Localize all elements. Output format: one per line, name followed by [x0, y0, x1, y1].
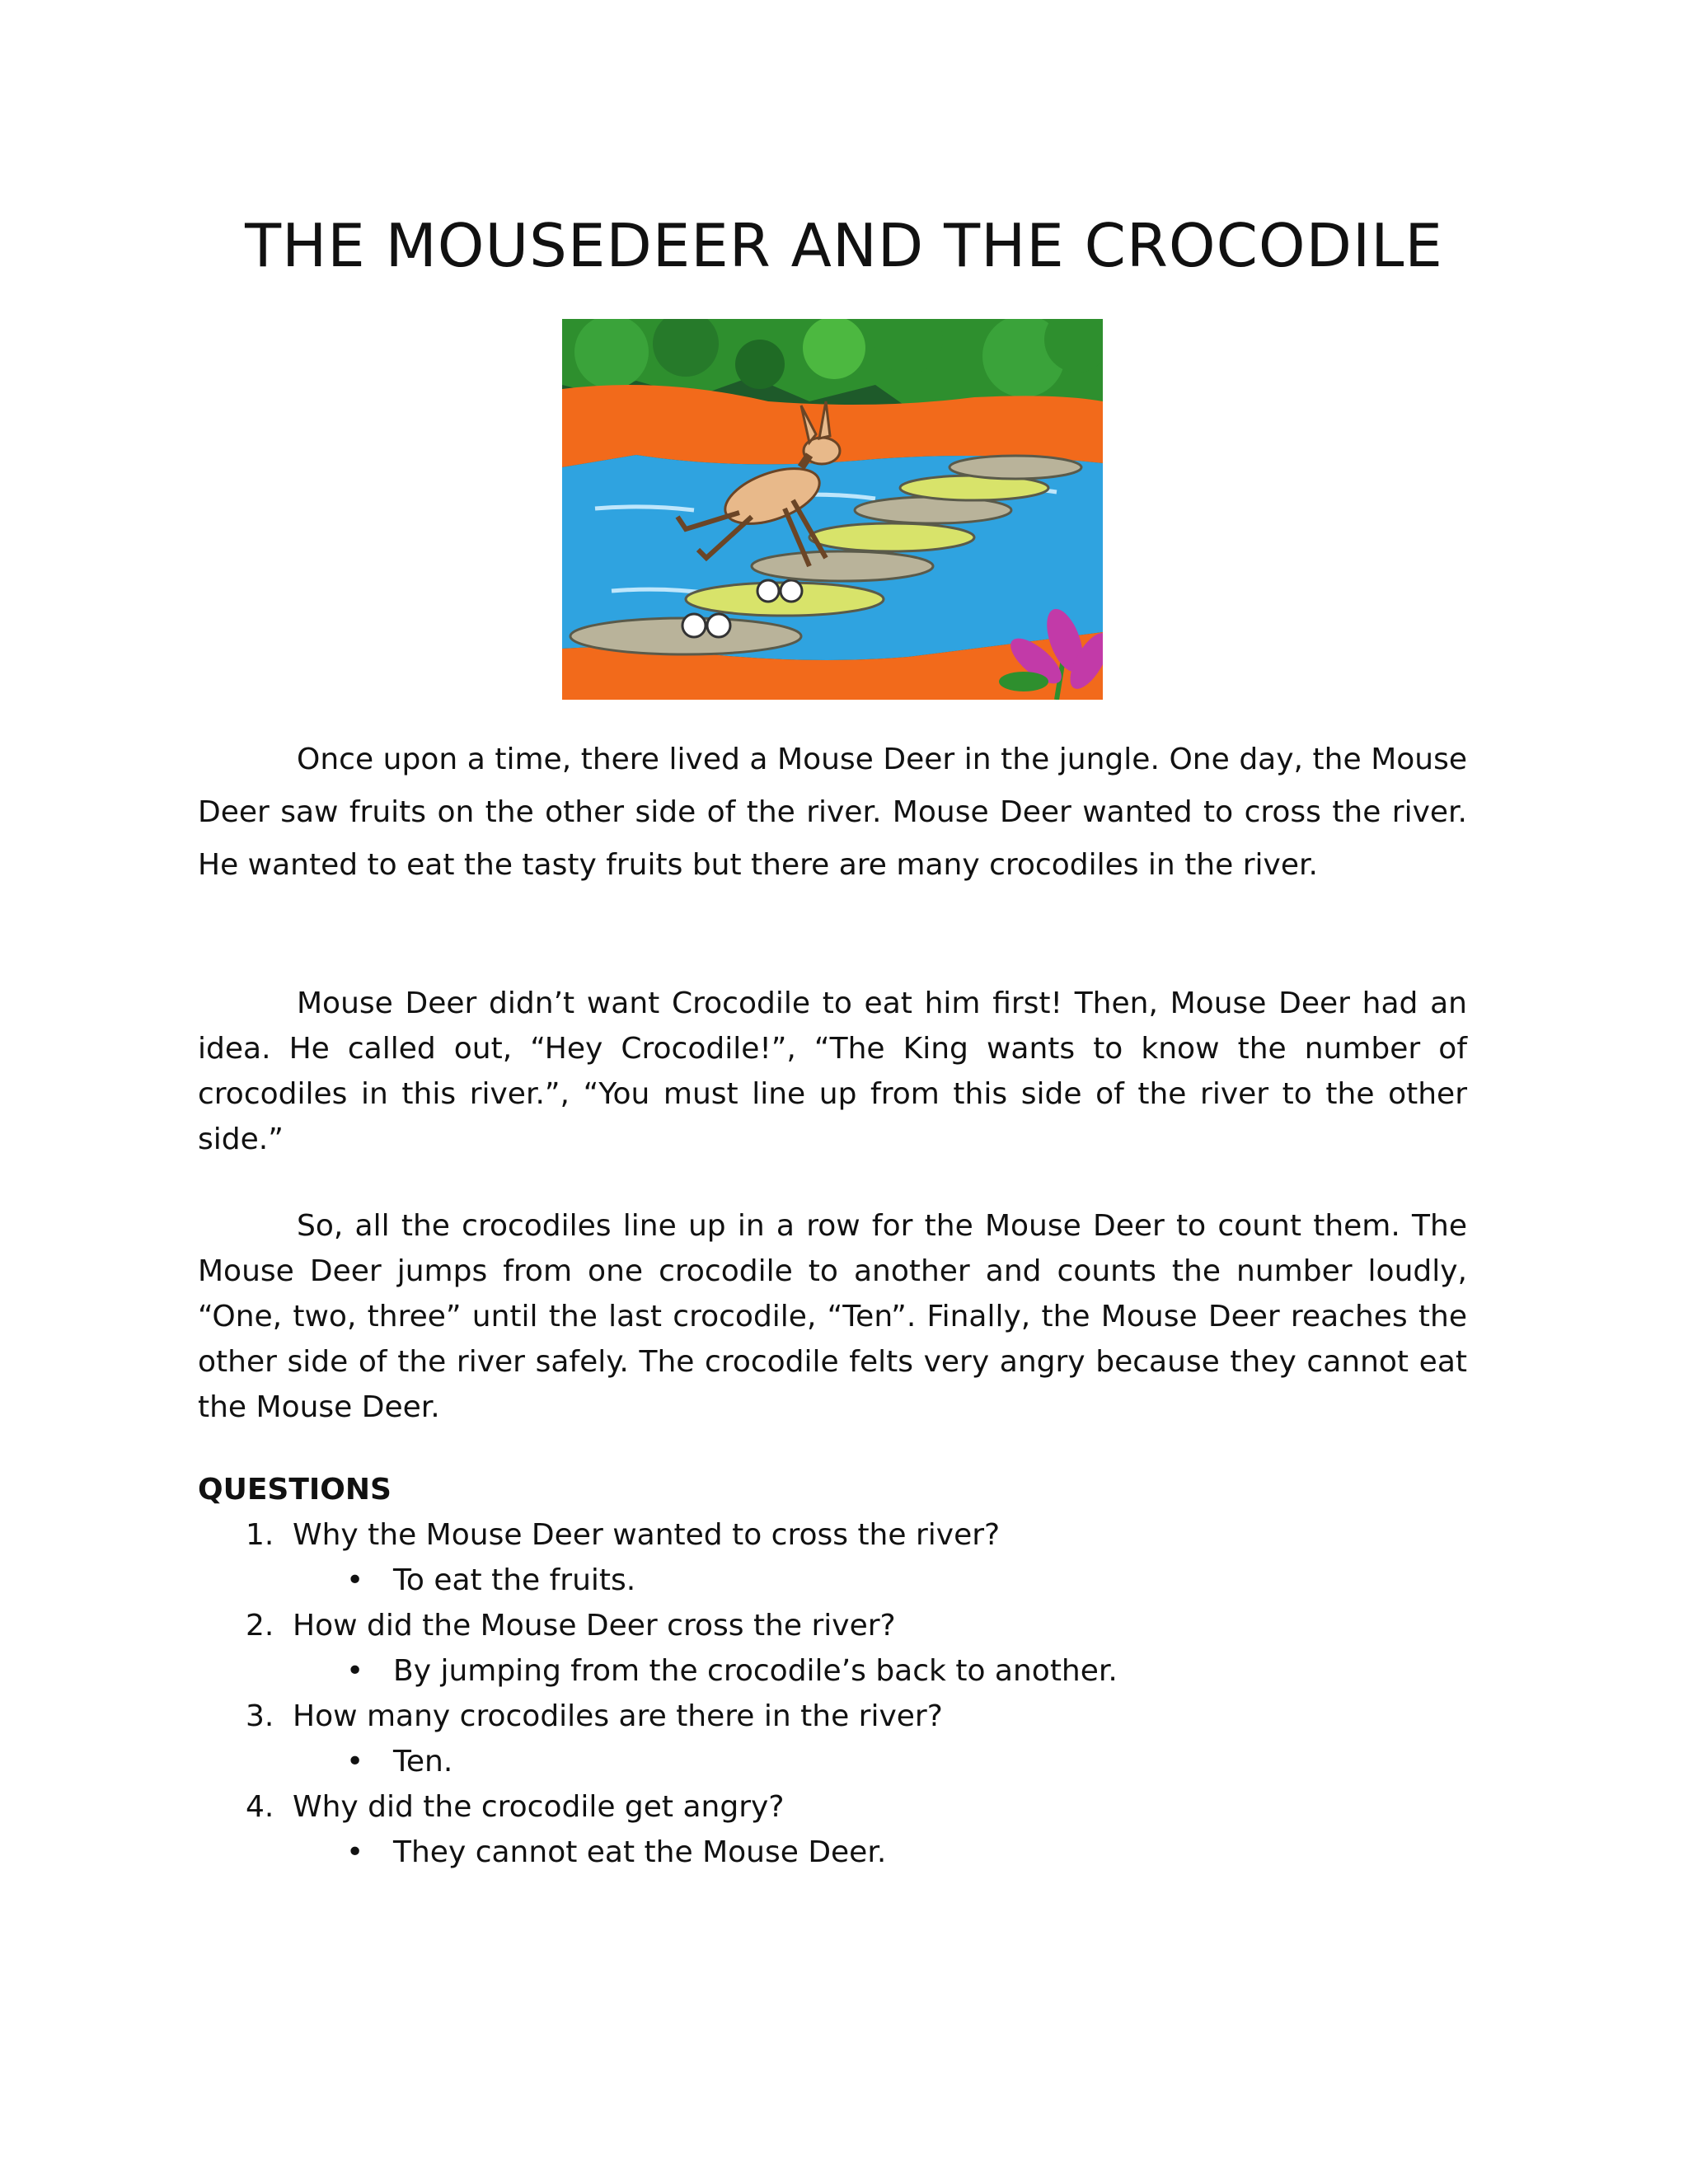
page-title: THE MOUSEDEER AND THE CROCODILE — [245, 211, 1443, 280]
question-number: 4. — [246, 1790, 274, 1824]
answer-text: By jumping from the crocodile’s back to another. — [393, 1654, 1118, 1688]
question-item — [198, 1512, 1467, 1603]
question-line — [198, 1512, 1467, 1558]
questions-heading: QUESTIONS — [198, 1473, 392, 1507]
answer-line — [198, 1648, 1467, 1694]
answer-text: To eat the fruits. — [393, 1563, 636, 1597]
question-number: 1. — [246, 1518, 274, 1552]
story-paragraph-1 — [198, 733, 1467, 892]
question-line — [198, 1603, 1467, 1648]
bullet-icon: • — [346, 1654, 364, 1688]
questions-section — [198, 1467, 1467, 1875]
question-number: 3. — [246, 1699, 274, 1733]
answer-text: They cannot eat the Mouse Deer. — [393, 1835, 887, 1869]
paragraph-text: Mouse Deer didn’t want Crocodile to eat him first! Then, Mouse Deer had an idea. He called out, “Hey Crocodile!”, “The King wants to know the number of crocodiles in this river.”, “You must line up from this side of the river to the other side.” — [198, 987, 1467, 1156]
question-line — [198, 1694, 1467, 1739]
bullet-icon: • — [346, 1745, 364, 1779]
question-number: 2. — [246, 1609, 274, 1643]
answer-line — [198, 1830, 1467, 1875]
bullet-icon: • — [346, 1835, 364, 1869]
story-paragraph-3 — [198, 1203, 1467, 1430]
question-text: Why did the crocodile get angry? — [293, 1790, 785, 1824]
answer-line — [198, 1558, 1467, 1603]
question-text: Why the Mouse Deer wanted to cross the river? — [293, 1518, 1001, 1552]
question-item — [198, 1603, 1467, 1694]
question-text: How did the Mouse Deer cross the river? — [293, 1609, 896, 1643]
mousedeer-crocodile-picture — [562, 319, 1103, 700]
story-illustration — [562, 319, 1103, 700]
question-item — [198, 1784, 1467, 1875]
answer-text: Ten. — [393, 1745, 453, 1779]
question-item — [198, 1694, 1467, 1784]
paragraph-text: So, all the crocodiles line up in a row for the Mouse Deer to count them. The Mouse Deer jumps from one crocodile to another and counts the number loudly, “One, two, three” until the last crocodile, “Ten”. Finally, the Mouse Deer reaches the other side of the river safely. The crocodile felts very angry because they cannot eat the Mouse Deer. — [198, 1209, 1467, 1424]
bullet-icon: • — [346, 1563, 364, 1597]
paragraph-text: Once upon a time, there lived a Mouse Deer in the jungle. One day, the Mouse Deer saw fruits on the other side of the river. Mouse Deer wanted to cross the river. He wanted to eat the tasty fruits but there are many crocodiles in the river. — [198, 743, 1467, 882]
story-paragraph-2 — [198, 981, 1467, 1162]
question-line — [198, 1784, 1467, 1830]
answer-line — [198, 1739, 1467, 1784]
questions-list — [198, 1512, 1467, 1875]
question-text: How many crocodiles are there in the river? — [293, 1699, 943, 1733]
